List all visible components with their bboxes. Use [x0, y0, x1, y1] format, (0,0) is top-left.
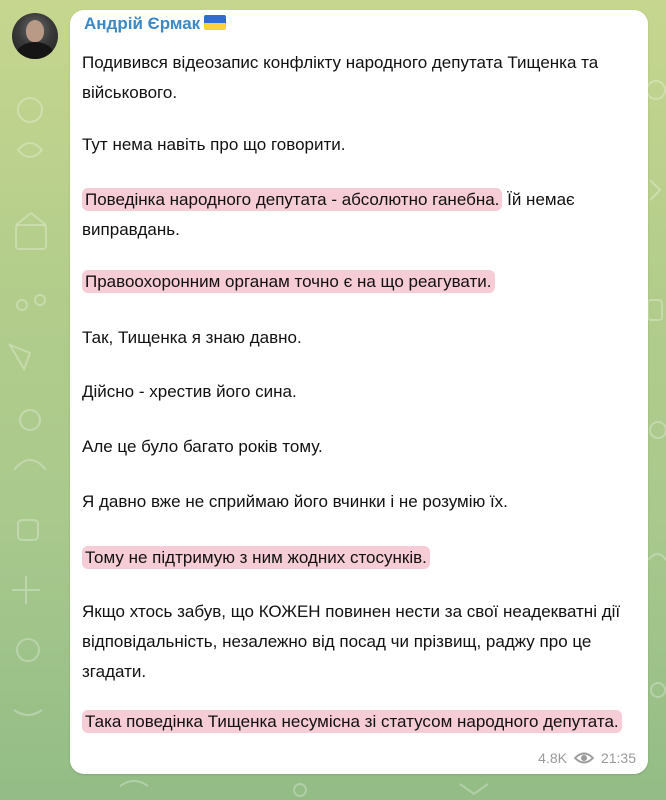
paragraph-text: Так, Тищенка я знаю давно. [82, 328, 302, 347]
message-paragraph-4 [82, 267, 642, 297]
highlighted-text: Поведінка народного депутата - абсолютно ганебна. [82, 188, 502, 211]
message-paragraph-8 [82, 487, 642, 517]
avatar[interactable] [12, 13, 58, 59]
highlighted-text: Така поведінка Тищенка несумісна зі статусом народного депутата. [82, 710, 622, 733]
paragraph-text: Тут нема навіть про що говорити. [82, 135, 346, 154]
message-paragraph-6 [82, 377, 642, 407]
view-count: 4.8K [538, 750, 567, 766]
message-bubble [70, 10, 648, 774]
paragraph-text: Дійсно - хрестив його сина. [82, 382, 297, 401]
paragraph-text: Але це було багато років тому. [82, 437, 323, 456]
message-paragraph-7 [82, 432, 642, 462]
message-paragraph-3 [82, 185, 642, 245]
ukraine-flag-icon [204, 15, 226, 30]
message-meta [538, 750, 636, 766]
highlighted-text: Правоохоронним органам точно є на що реагувати. [82, 270, 495, 293]
sender-name-text: Андрій Єрмак [84, 14, 201, 33]
avatar-head [26, 20, 44, 42]
eye-icon [574, 751, 594, 765]
message-paragraph-10 [82, 597, 642, 687]
paragraph-text: Їй немає виправдань. [82, 190, 575, 239]
paragraph-text: Якщо хтось забув, що КОЖЕН повинен нести за свої неадекватні дії відповідальність, незалежно від посад чи прізвищ, раджу про це згадати. [82, 602, 621, 681]
paragraph-text: Подивився відеозапис конфлікту народного депутата Тищенка та військового. [82, 53, 599, 102]
message-paragraph-9 [82, 543, 642, 573]
avatar-shoulders [16, 42, 54, 59]
message-time: 21:35 [600, 750, 636, 766]
message-paragraph-1 [82, 48, 642, 108]
message-paragraph-11 [82, 707, 642, 737]
message-paragraph-5 [82, 323, 642, 353]
paragraph-text: Я давно вже не сприймаю його вчинки і не розумію їх. [82, 492, 508, 511]
highlighted-text: Тому не підтримую з ним жодних стосунків. [82, 546, 430, 569]
sender-name[interactable] [84, 14, 226, 34]
message-paragraph-2 [82, 130, 642, 160]
